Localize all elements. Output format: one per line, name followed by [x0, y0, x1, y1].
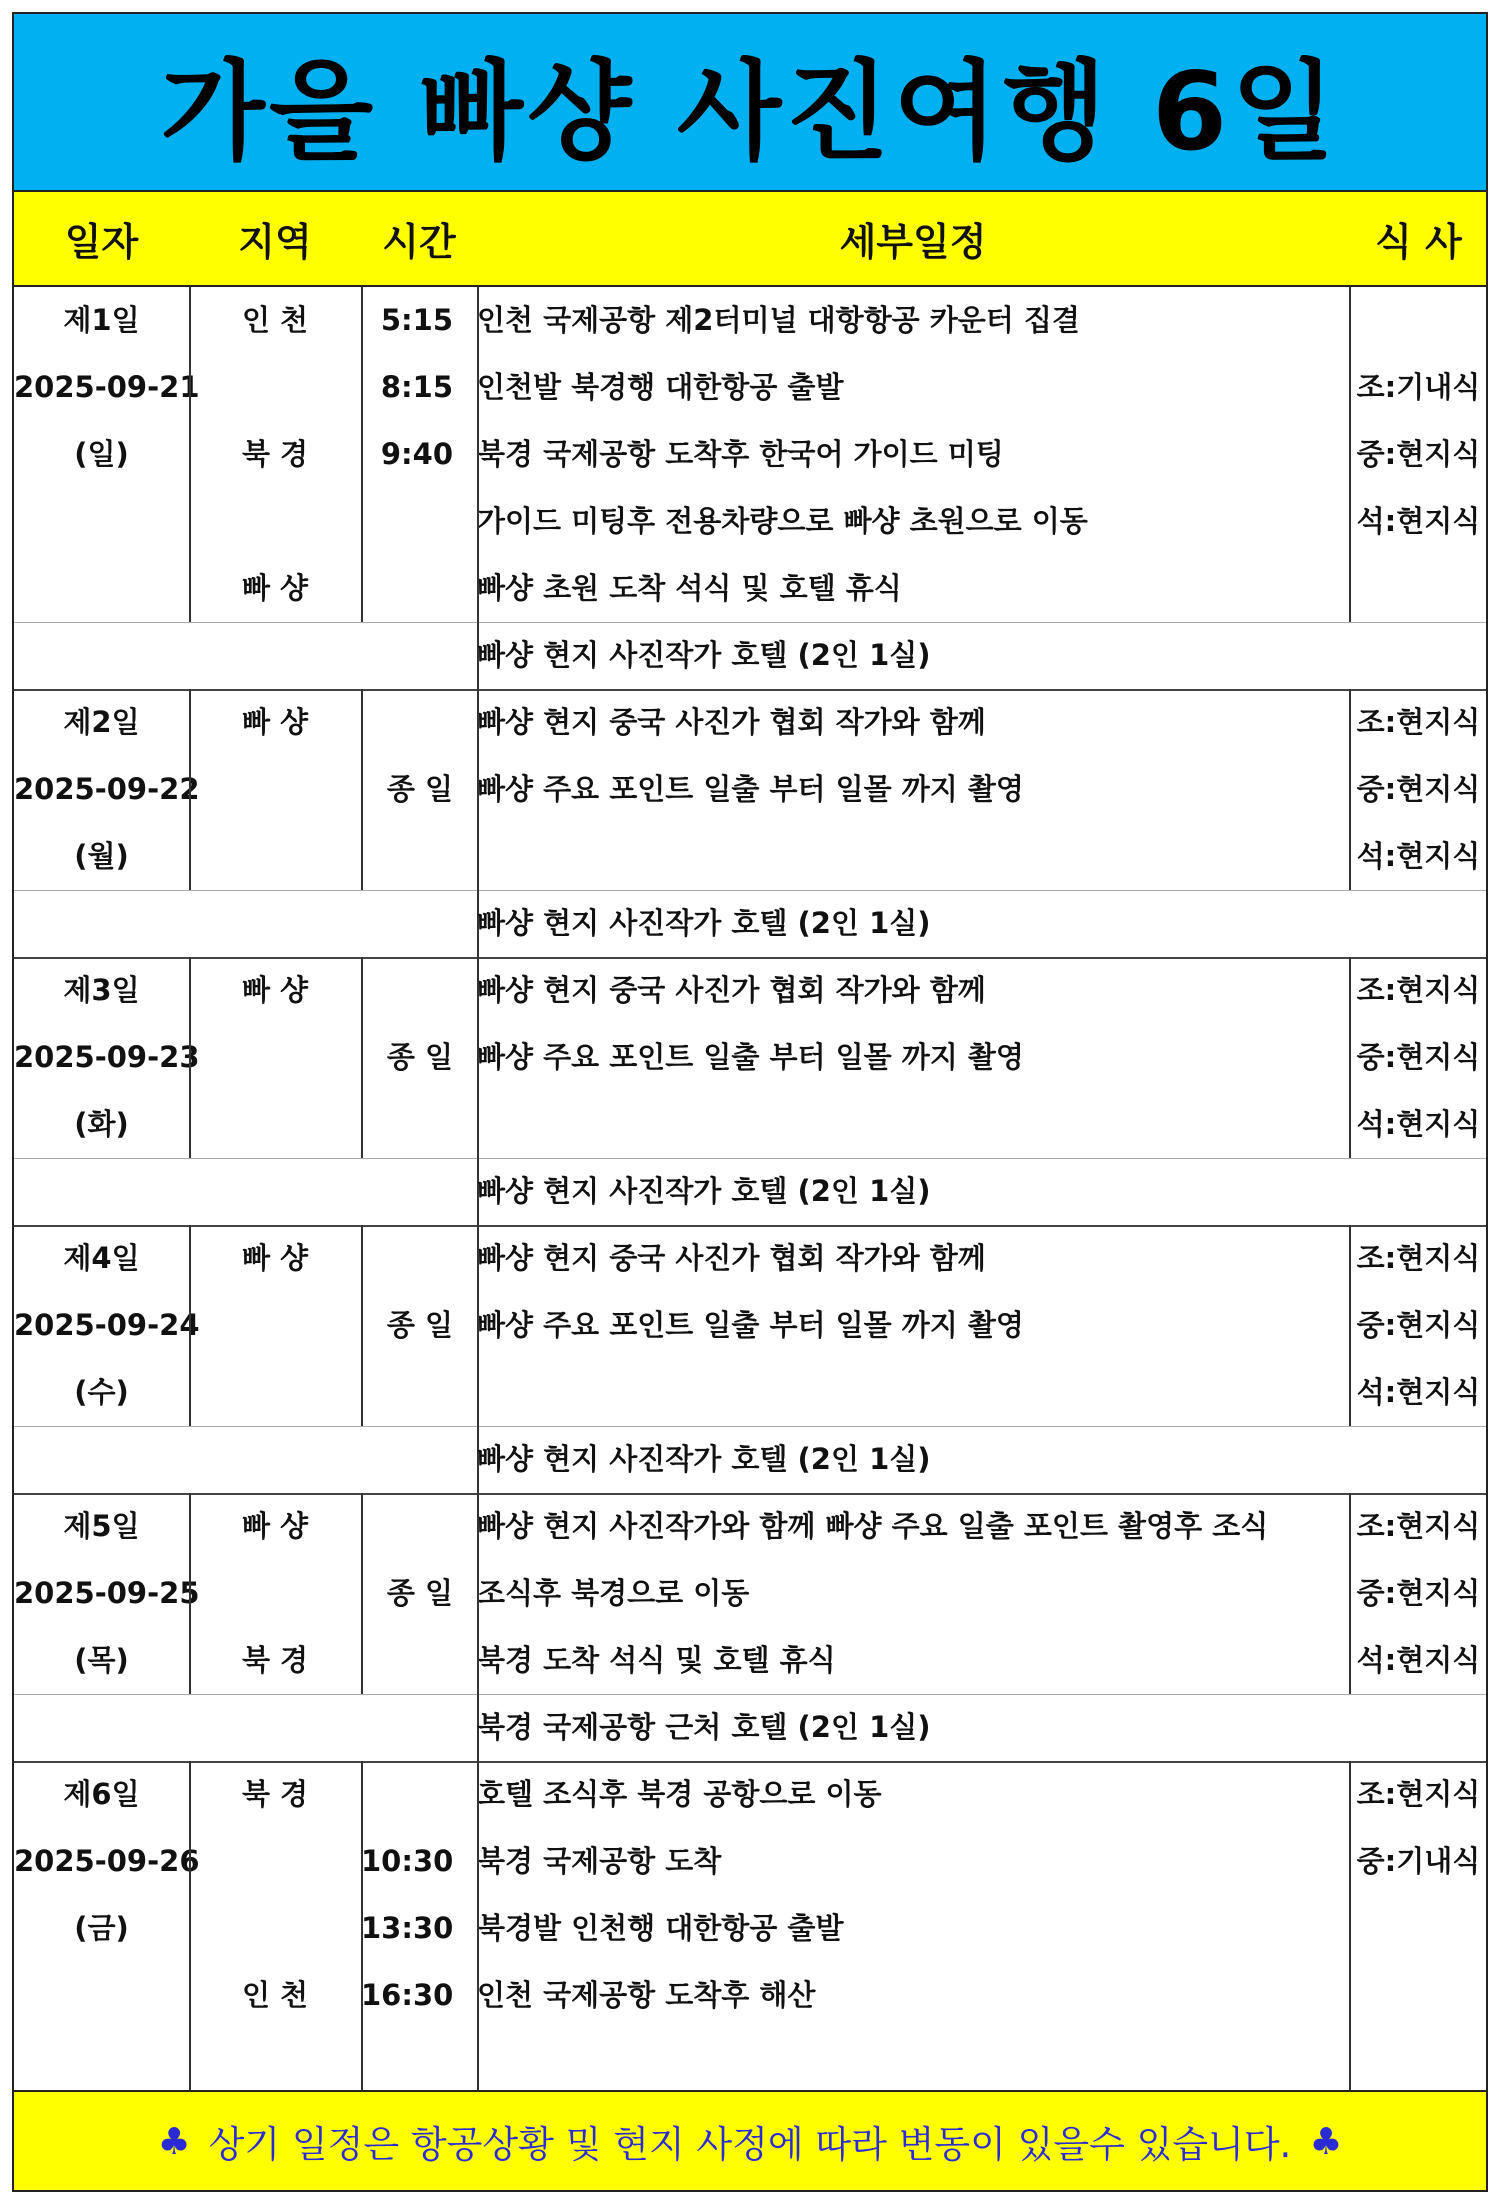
region-cell: 북 경 — [241, 437, 309, 471]
page-title: 가을 빠샹 사진여행 6일 — [14, 14, 1486, 192]
region-cell: 북 경 — [241, 1643, 309, 1677]
schedule-cell: 북경 국제공항 도착후 한국어 가이드 미팅 — [477, 437, 1004, 471]
column-divider — [361, 689, 363, 890]
day-cell — [14, 1962, 189, 2029]
schedule-cell: 북경 도착 석식 및 호텔 휴식 — [477, 1643, 836, 1677]
time-cell — [361, 1493, 465, 1560]
column-divider — [189, 1225, 191, 1426]
day-cell: (목) — [74, 1643, 129, 1677]
region-cell — [189, 1091, 361, 1158]
time-cell — [361, 957, 465, 1024]
itinerary-table — [14, 192, 1486, 2090]
day-cell: (일) — [74, 437, 129, 471]
schedule-cell: 빠샹 초원 도착 석식 및 호텔 휴식 — [477, 571, 902, 605]
column-divider — [1349, 1493, 1351, 1694]
meal-cell: 중:현지식 — [1356, 437, 1481, 471]
region-cell — [189, 1895, 361, 1962]
time-cell — [361, 1359, 465, 1426]
meal-cell: 석:현지식 — [1356, 1643, 1481, 1677]
schedule-cell: 빠샹 현지 중국 사진가 협회 작가와 함께 — [477, 1241, 986, 1275]
time-cell — [361, 1225, 465, 1292]
meal-cell: 중:기내식 — [1356, 1844, 1481, 1878]
column-divider — [189, 2029, 191, 2090]
day-cell — [14, 555, 189, 622]
column-divider — [477, 957, 479, 1158]
region-cell: 빠 샹 — [241, 1509, 309, 1543]
column-divider — [361, 287, 363, 622]
schedule-cell: 빠샹 현지 사진작가와 함께 빠샹 주요 일출 포인트 촬영후 조식 — [477, 1509, 1269, 1543]
schedule-cell — [477, 823, 1347, 890]
day-cell: 2025-09-25 — [14, 1576, 200, 1610]
table-header — [14, 192, 1486, 287]
meal-cell: 중:현지식 — [1356, 1040, 1481, 1074]
column-divider — [477, 2029, 479, 2090]
day-cell: 제5일 — [63, 1509, 140, 1543]
club-icon: ♣ — [157, 2119, 191, 2163]
meal-cell: 조:현지식 — [1356, 705, 1481, 739]
day-cell: 제1일 — [63, 303, 140, 337]
column-divider — [1349, 689, 1351, 890]
time-cell: 종 일 — [386, 1308, 453, 1342]
column-divider — [361, 1493, 363, 1694]
header-time: 시간 — [382, 220, 456, 264]
day-cell: (금) — [74, 1911, 129, 1945]
time-cell — [361, 1761, 465, 1828]
column-divider — [1349, 1225, 1351, 1426]
hotel-cell: 빠샹 현지 사진작가 호텔 (2인 1실) — [477, 638, 931, 672]
meal-cell: 조:현지식 — [1356, 1509, 1481, 1543]
schedule-cell: 조식후 북경으로 이동 — [477, 1576, 750, 1610]
meal-cell: 석:현지식 — [1356, 1107, 1481, 1141]
meal-cell: 조:현지식 — [1356, 1241, 1481, 1275]
column-divider — [477, 1761, 479, 2029]
column-divider — [1349, 2029, 1351, 2090]
column-divider — [189, 957, 191, 1158]
day-cell: 2025-09-23 — [14, 1040, 200, 1074]
time-cell: 5:15 — [380, 303, 453, 337]
time-cell — [361, 488, 465, 555]
time-cell: 10:30 — [361, 1844, 454, 1878]
time-cell: 종 일 — [386, 1576, 453, 1610]
column-divider — [1349, 1761, 1351, 2029]
day-cell: (월) — [74, 839, 129, 873]
schedule-cell: 북경발 인천행 대한항공 출발 — [477, 1911, 844, 1945]
day-cell: 제6일 — [63, 1777, 140, 1811]
schedule-cell: 인천 국제공항 제2터미널 대항항공 카운터 집결 — [477, 303, 1080, 337]
schedule-cell — [477, 1091, 1347, 1158]
column-divider — [361, 1761, 363, 2029]
region-cell — [189, 1560, 361, 1627]
day-cell: 제3일 — [63, 973, 140, 1007]
column-divider — [189, 287, 191, 622]
region-cell — [189, 488, 361, 555]
hotel-cell: 빠샹 현지 사진작가 호텔 (2인 1실) — [477, 1442, 931, 1476]
day-cell: 2025-09-21 — [14, 370, 200, 404]
meal-cell: 중:현지식 — [1356, 1308, 1481, 1342]
column-divider — [189, 1493, 191, 1694]
meal-cell: 조:현지식 — [1356, 973, 1481, 1007]
meal-cell — [1349, 287, 1488, 354]
day-cell: (수) — [74, 1375, 129, 1409]
schedule-cell: 북경 국제공항 도착 — [477, 1844, 722, 1878]
column-divider — [189, 1761, 191, 2029]
meal-cell: 석:현지식 — [1356, 1375, 1481, 1409]
notice-text: 상기 일정은 항공상황 및 현지 사정에 따라 변동이 있을수 있습니다. — [208, 2123, 1292, 2166]
schedule-cell: 빠샹 현지 중국 사진가 협회 작가와 함께 — [477, 973, 986, 1007]
region-cell — [189, 354, 361, 421]
header-day: 일자 — [64, 220, 139, 264]
region-cell — [189, 1024, 361, 1091]
schedule-cell: 인천 국제공항 도착후 해산 — [477, 1978, 816, 2012]
region-cell — [189, 1828, 361, 1895]
meal-cell: 중:현지식 — [1356, 772, 1481, 806]
time-cell: 16:30 — [361, 1978, 454, 2012]
schedule-cell: 가이드 미팅후 전용차량으로 빠샹 초원으로 이동 — [477, 504, 1088, 538]
meal-cell — [1349, 1895, 1488, 1962]
club-icon: ♣ — [1309, 2119, 1343, 2163]
time-cell: 13:30 — [361, 1911, 454, 1945]
itinerary-sheet — [12, 12, 1488, 2192]
region-cell — [189, 756, 361, 823]
column-divider — [189, 689, 191, 890]
time-cell — [361, 1091, 465, 1158]
column-divider — [1349, 287, 1351, 622]
hotel-cell: 빠샹 현지 사진작가 호텔 (2인 1실) — [477, 906, 931, 940]
header-meal: 식 사 — [1375, 220, 1462, 264]
hotel-cell: 빠샹 현지 사진작가 호텔 (2인 1실) — [477, 1174, 931, 1208]
time-cell: 8:15 — [380, 370, 453, 404]
region-cell — [189, 823, 361, 890]
meal-cell — [1349, 555, 1488, 622]
schedule-cell: 빠샹 주요 포인트 일출 부터 일몰 까지 촬영 — [477, 772, 1024, 806]
region-cell: 인 천 — [241, 303, 309, 337]
region-cell: 인 천 — [241, 1978, 309, 2012]
region-cell: 북 경 — [241, 1777, 309, 1811]
region-cell: 빠 샹 — [241, 571, 309, 605]
notice-footer — [14, 2090, 1486, 2190]
time-cell: 종 일 — [386, 772, 453, 806]
day-cell: (화) — [74, 1107, 129, 1141]
column-divider — [361, 2029, 363, 2090]
header-region: 지역 — [238, 220, 312, 264]
meal-cell: 조:기내식 — [1356, 370, 1481, 404]
region-cell: 빠 샹 — [241, 973, 309, 1007]
meal-cell: 중:현지식 — [1356, 1576, 1481, 1610]
meal-cell: 조:현지식 — [1356, 1777, 1481, 1811]
day-cell: 제4일 — [63, 1241, 140, 1275]
day-cell: 2025-09-24 — [14, 1308, 200, 1342]
day-cell: 제2일 — [63, 705, 140, 739]
time-cell — [361, 689, 465, 756]
column-divider — [477, 1225, 479, 1426]
meal-cell: 석:현지식 — [1356, 839, 1481, 873]
column-divider — [477, 287, 479, 622]
schedule-cell: 빠샹 현지 중국 사진가 협회 작가와 함께 — [477, 705, 986, 739]
header-schedule: 세부일정 — [839, 220, 987, 264]
region-cell — [189, 1292, 361, 1359]
schedule-cell: 빠샹 주요 포인트 일출 부터 일몰 까지 촬영 — [477, 1040, 1024, 1074]
region-cell: 빠 샹 — [241, 1241, 309, 1275]
region-cell — [189, 1359, 361, 1426]
time-cell: 9:40 — [380, 437, 453, 471]
time-cell — [361, 555, 465, 622]
column-divider — [1349, 957, 1351, 1158]
time-cell: 종 일 — [386, 1040, 453, 1074]
meal-cell — [1349, 1962, 1488, 2029]
time-cell — [361, 1627, 465, 1694]
day-cell: 2025-09-26 — [14, 1844, 200, 1878]
meal-cell: 석:현지식 — [1356, 504, 1481, 538]
schedule-cell: 빠샹 주요 포인트 일출 부터 일몰 까지 촬영 — [477, 1308, 1024, 1342]
hotel-cell: 북경 국제공항 근처 호텔 (2인 1실) — [477, 1710, 931, 1744]
day-cell: 2025-09-22 — [14, 772, 200, 806]
day-cell — [14, 488, 189, 555]
schedule-cell — [477, 1359, 1347, 1426]
column-divider — [361, 1225, 363, 1426]
schedule-cell: 호텔 조식후 북경 공항으로 이동 — [477, 1777, 882, 1811]
region-cell: 빠 샹 — [241, 705, 309, 739]
schedule-cell: 인천발 북경행 대한항공 출발 — [477, 370, 844, 404]
column-divider — [477, 689, 479, 890]
column-divider — [361, 957, 363, 1158]
time-cell — [361, 823, 465, 890]
column-divider — [477, 1493, 479, 1694]
